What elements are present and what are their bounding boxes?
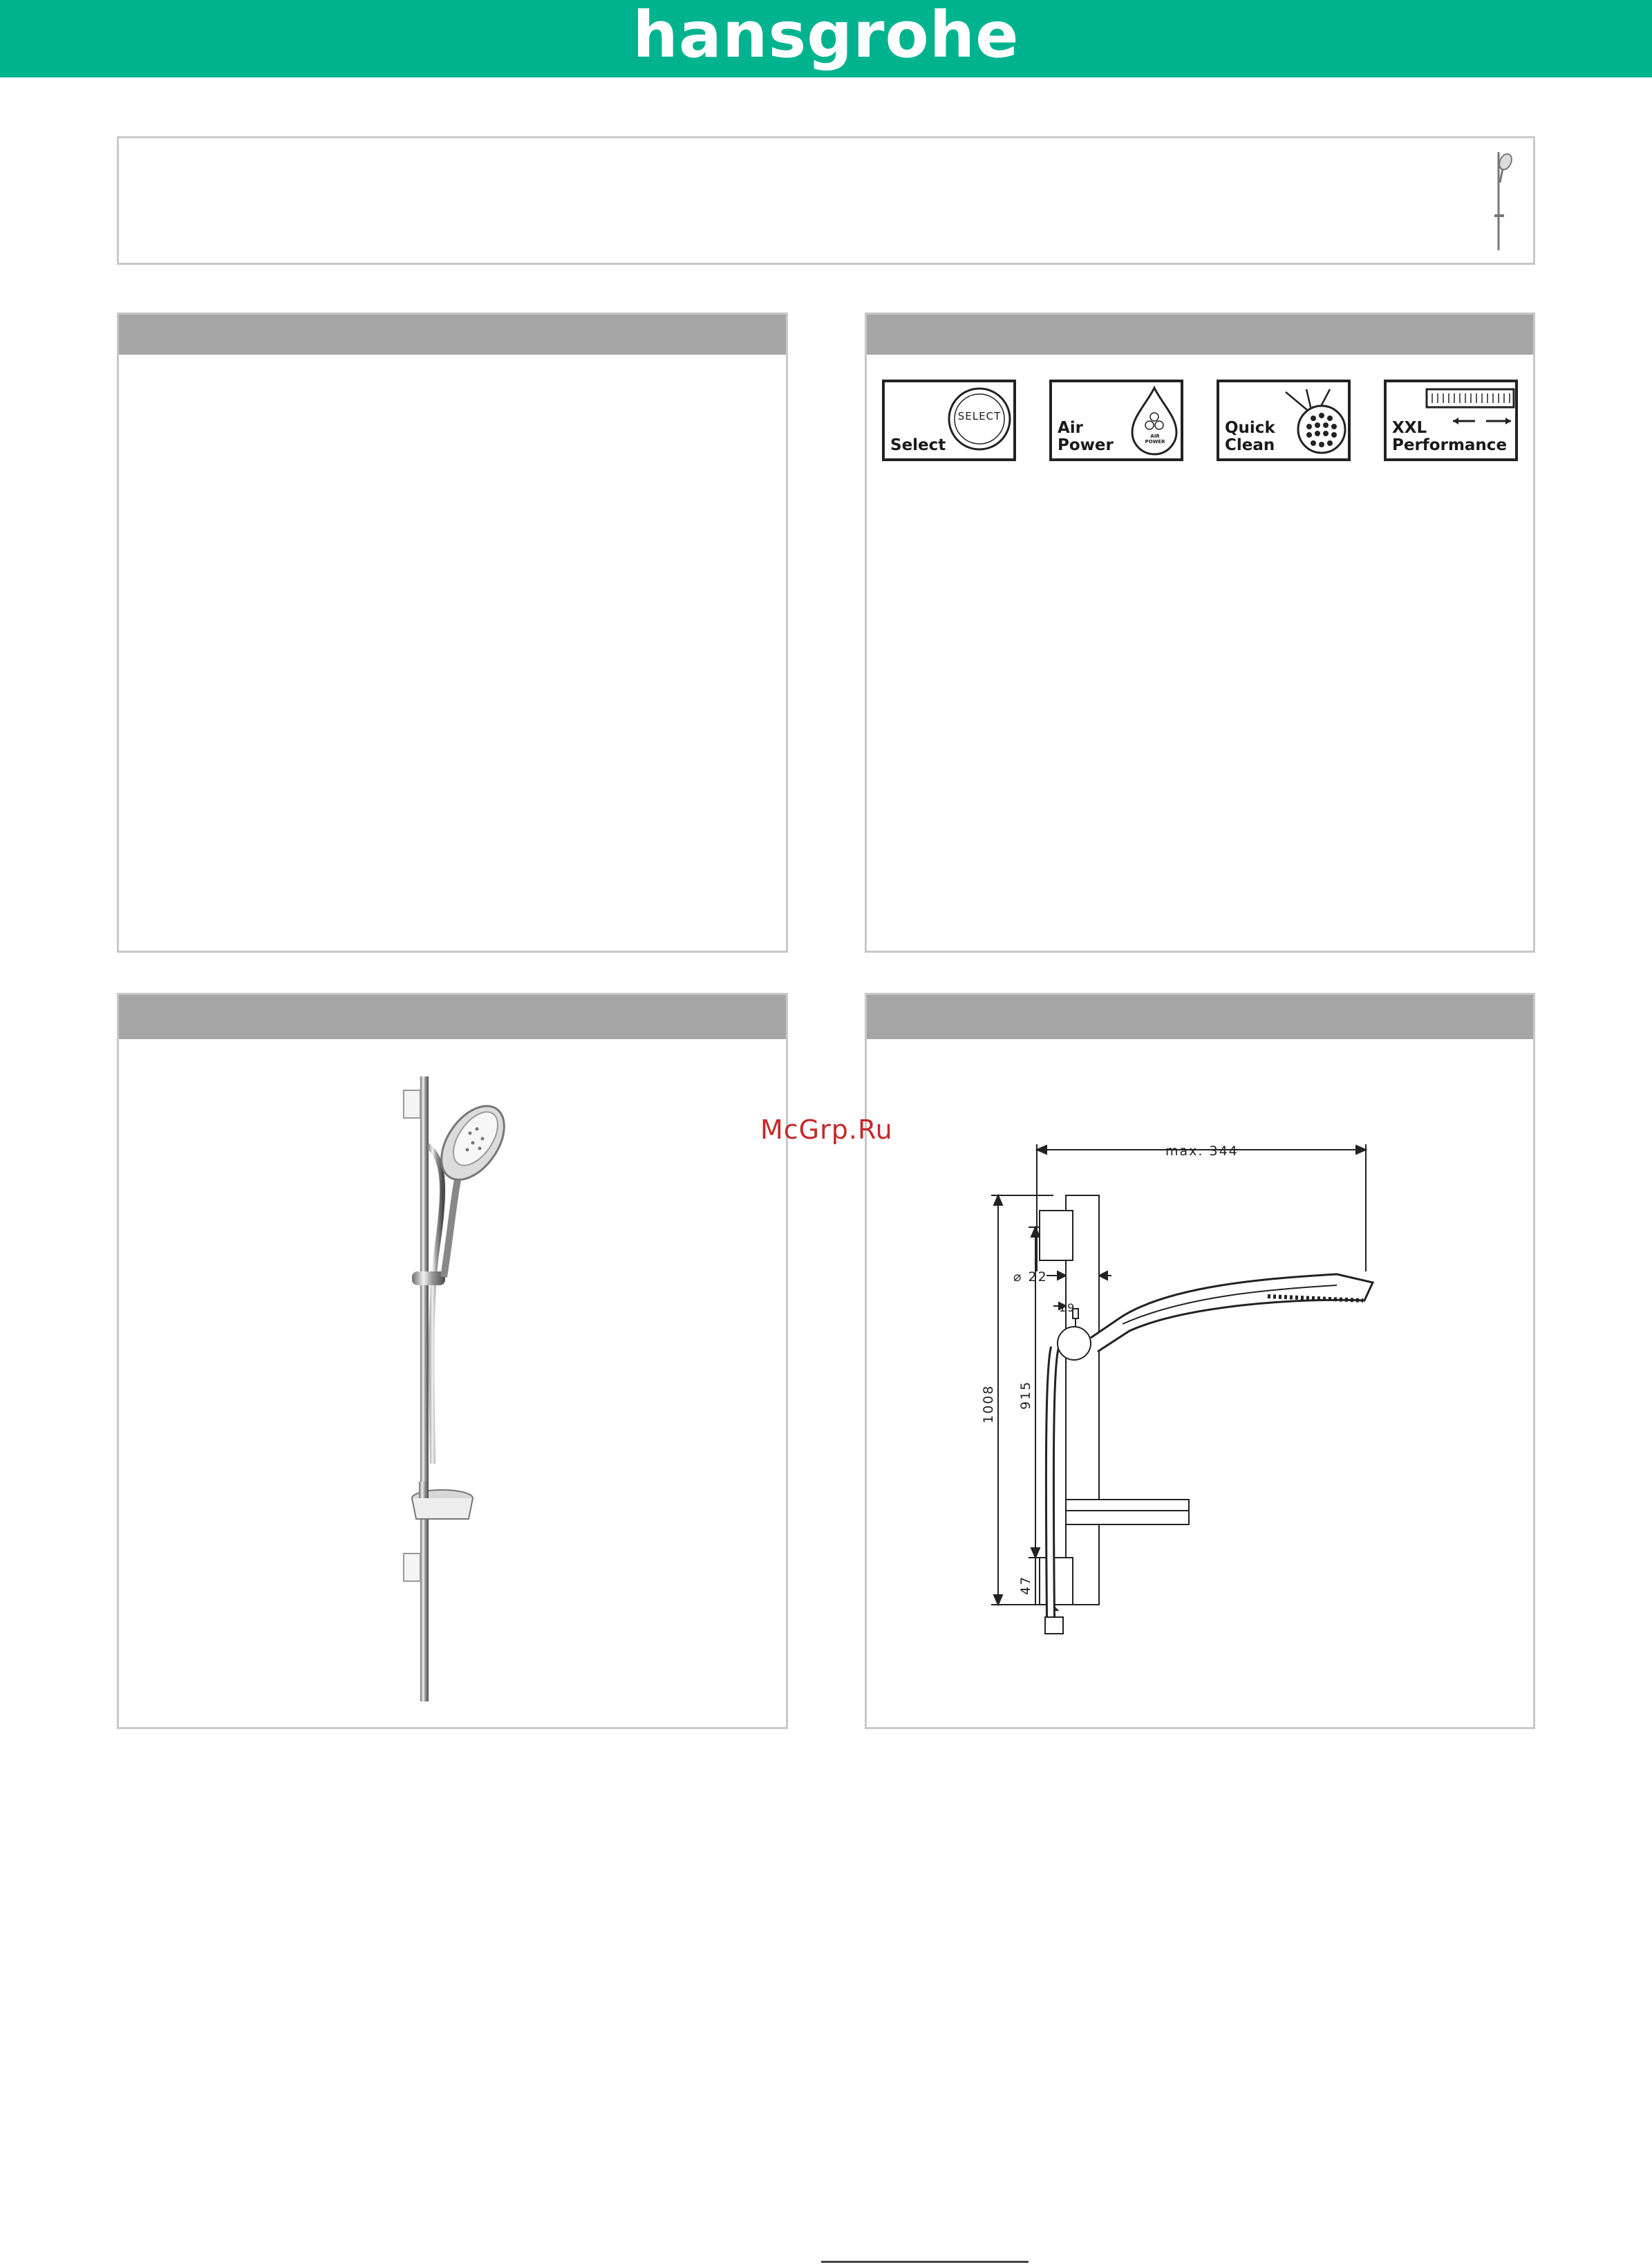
technical-drawing-panel	[865, 993, 1535, 1729]
brand-logo: hansgrohe	[632, 0, 1020, 72]
description-panel-header	[119, 315, 786, 355]
technical-drawing-panel-header	[867, 995, 1533, 1039]
feature-xxl	[1384, 380, 1518, 461]
dim-bottom: 47	[1018, 1575, 1033, 1595]
product-image-panel-header	[119, 995, 786, 1039]
dim-diameter: ⌀ 22	[1013, 1269, 1048, 1285]
product-image-panel	[117, 993, 788, 1729]
dim-offset: 19	[1059, 1301, 1076, 1314]
shower-set-image	[382, 1076, 534, 1701]
dimension-drawing	[977, 1119, 1434, 1645]
watermark: McGrp.Ru	[760, 1114, 893, 1145]
feature-quickclean-label: Quick Clean	[1225, 419, 1275, 454]
dim-height-rail: 915	[1018, 1380, 1033, 1410]
brand-header	[0, 0, 1652, 77]
description-panel	[117, 312, 788, 953]
dim-height-total: 1008	[981, 1384, 996, 1424]
feature-select	[882, 380, 1016, 461]
water-drop-bubbles-icon	[1128, 385, 1181, 457]
feature-select-label: Select	[890, 436, 946, 454]
footer-rule	[821, 2261, 1029, 2263]
feature-airpower	[1049, 380, 1183, 461]
select-badge-text: SELECT	[957, 410, 1002, 422]
airpower-badge-text: AIR POWER	[1145, 433, 1165, 445]
product-title-box	[117, 136, 1535, 265]
shower-set-thumbnail-icon	[1471, 147, 1526, 257]
nozzle-clean-icon	[1279, 385, 1348, 457]
features-panel-header	[867, 315, 1533, 355]
feature-airpower-label: Air Power	[1058, 419, 1114, 454]
feature-xxl-label: XXL Performance	[1392, 419, 1508, 454]
dim-max-width: max. 344	[1165, 1144, 1239, 1159]
feature-quickclean	[1217, 380, 1351, 461]
features-panel	[865, 312, 1535, 953]
